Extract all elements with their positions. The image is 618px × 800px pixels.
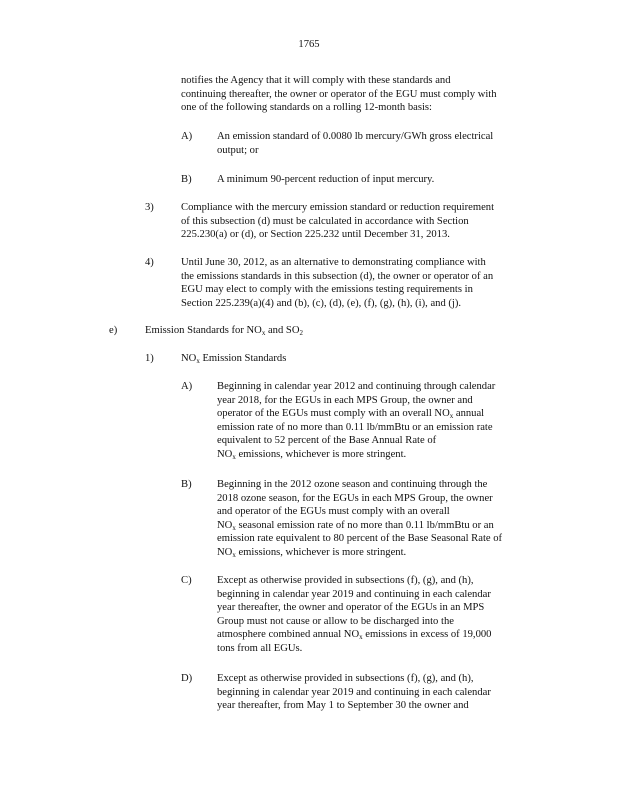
- nox-item-c-text: [217, 574, 491, 656]
- nox-item-d-label: D): [181, 673, 193, 684]
- text-line: 225.230(a) or (d), or Section 225.232 until December 31, 2013.: [181, 229, 450, 241]
- text-line: beginning in calendar year 2019 and continuing in each calendar: [217, 686, 491, 698]
- text-line: output; or: [217, 144, 259, 156]
- text-line: Section 225.239(a)(4) and (b), (c), (d), (e), (f), (g), (h), (i), and (j).: [181, 297, 462, 309]
- text-line: emission rate equivalent to 80 percent of the Base Seasonal Rate of: [217, 533, 503, 545]
- section-e-title: Emission Standards for $NO_x$ and $SO_2$: [145, 325, 303, 337]
- mercury-option-a-label: A): [181, 131, 193, 142]
- text-line: An emission standard of 0.0080 lb mercury/GWh gross electrical: [217, 131, 494, 142]
- mercury-option-b-label: B): [181, 174, 192, 185]
- intro-paragraph: [181, 74, 497, 115]
- nox-item-b-label: B): [181, 479, 192, 490]
- text-line: beginning in calendar year 2019 and continuing in each calendar: [217, 588, 491, 600]
- subsection-1-label: 1): [145, 353, 154, 364]
- text-line: Until June 30, 2012, as an alternative to demonstrating compliance with: [181, 257, 486, 268]
- nox-item-b-text: [217, 478, 502, 560]
- text-line: emission rate of no more than 0.11 lb/mmBtu or an emission rate: [217, 421, 493, 433]
- mercury-option-a-text: [217, 130, 493, 157]
- text-line: and operator of the EGUs must comply with an overall: [217, 506, 450, 518]
- text-line: the emissions standards in this subsection (d), the owner or operator of an: [181, 270, 494, 282]
- text-line: year thereafter, from May 1 to September 30 the owner and: [217, 700, 469, 712]
- item-4-label: 4): [145, 257, 154, 268]
- nox-item-a-label: A): [181, 381, 193, 392]
- nox-item-c-label: C): [181, 575, 192, 586]
- text-line: EGU may elect to comply with the emissions testing requirements in: [181, 284, 473, 296]
- text-line: year 2018, for the EGUs in each MPS Group, the owner and: [217, 394, 473, 406]
- text-line: Beginning in the 2012 ozone season and continuing through the: [217, 479, 488, 490]
- text-line: $NO_x$ emissions, whichever is more stringent.: [217, 448, 407, 461]
- text-line: atmosphere combined annual $NO_x$ emissions in excess of 19,000: [217, 629, 492, 642]
- page-number: 1765: [298, 39, 320, 50]
- nox-item-d-text: [217, 672, 491, 713]
- text-line: Except as otherwise provided in subsections (f), (g), and (h),: [217, 575, 474, 586]
- text-line: year thereafter, the owner and operator of the EGUs in an MPS: [217, 602, 485, 614]
- text-line: notifies the Agency that it will comply with these standards and: [181, 75, 451, 86]
- text-line: Compliance with the mercury emission standard or reduction requirement: [181, 202, 495, 213]
- text-line: 2018 ozone season, for the EGUs in each MPS Group, the owner: [217, 492, 493, 504]
- text-line: Except as otherwise provided in subsections (f), (g), and (h),: [217, 673, 474, 684]
- item-3-text: [181, 201, 494, 242]
- text-line: equivalent to 52 percent of the Base Annual Rate of: [217, 435, 437, 447]
- text-line: Group must not cause or allow to be discharged into the: [217, 615, 454, 627]
- text-line: $NO_x$ seasonal emission rate of no more than 0.11 lb/mmBtu or an: [217, 519, 494, 532]
- subsection-1-title: $NO_x$ Emission Standards: [181, 353, 287, 365]
- text-line: of this subsection (d) must be calculated in accordance with Section: [181, 215, 469, 227]
- nox-item-a-text: [217, 380, 495, 462]
- text-line: continuing thereafter, the owner or operator of the EGU must comply with: [181, 88, 497, 100]
- section-e-label: e): [109, 325, 118, 336]
- text-line: one of the following standards on a rolling 12-month basis:: [181, 102, 432, 114]
- text-line: A minimum 90-percent reduction of input mercury.: [217, 174, 435, 185]
- text-line: Beginning in calendar year 2012 and continuing through calendar: [217, 381, 496, 392]
- item-4-text: [181, 256, 493, 310]
- text-line: tons from all EGUs.: [217, 642, 303, 654]
- item-3-label: 3): [145, 202, 154, 213]
- text-line: $NO_x$ emissions, whichever is more stringent.: [217, 546, 407, 559]
- text-line: operator of the EGUs must comply with an overall $NO_x$ annual: [217, 408, 485, 421]
- mercury-option-b-text: [217, 173, 434, 187]
